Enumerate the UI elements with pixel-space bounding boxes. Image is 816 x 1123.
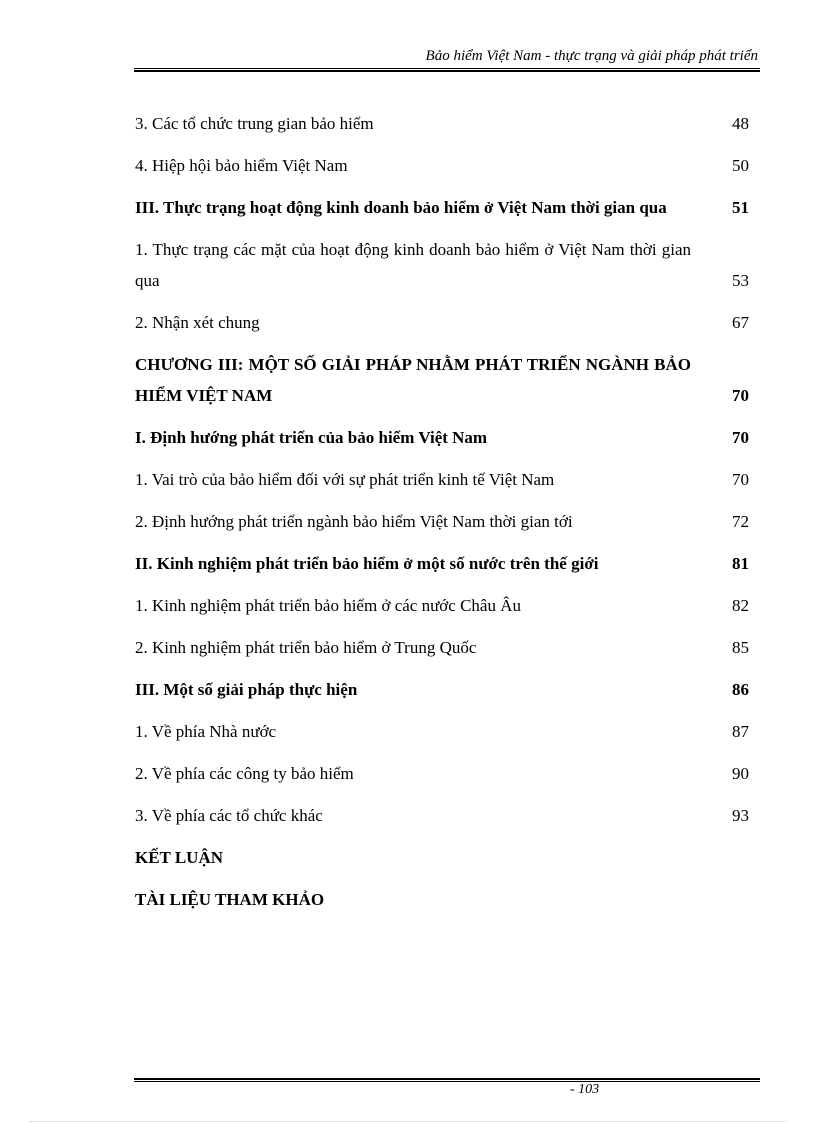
toc-entry xyxy=(135,150,749,181)
running-header: Bảo hiểm Việt Nam - thực trạng và giải pháp phát triển xyxy=(425,48,758,64)
toc-entry-page: 86 xyxy=(732,680,749,699)
toc-entry-title: 2. Nhận xét chung xyxy=(135,313,260,332)
toc-entry-title: 3. Các tổ chức trung gian bảo hiểm xyxy=(135,114,374,133)
toc-entry-title: 2. Định hướng phát triển ngành bảo hiểm Việt Nam thời gian tới xyxy=(135,512,573,531)
toc-entry-title: 1. Về phía Nhà nước xyxy=(135,722,277,741)
toc-entry-page: 93 xyxy=(732,806,749,825)
footer-rule-thin xyxy=(134,1081,760,1082)
header-rule-thick xyxy=(134,70,760,72)
toc-entry xyxy=(135,234,749,296)
toc-entry-page: 48 xyxy=(732,114,749,133)
toc-entry xyxy=(135,758,749,789)
toc-entry xyxy=(135,108,749,139)
toc-chapter-heading xyxy=(135,349,749,411)
toc-entry xyxy=(135,716,749,747)
toc-entry-page: 70 xyxy=(732,470,749,489)
toc-entry-title: III. Thực trạng hoạt động kinh doanh bảo hiểm ở Việt Nam thời gian qua xyxy=(135,198,667,217)
toc-entry-title: I. Định hướng phát triển của bảo hiểm Việt Nam xyxy=(135,428,488,447)
page-number: - 103 xyxy=(570,1082,600,1097)
toc-entry-page: 90 xyxy=(732,764,749,783)
toc-entry xyxy=(135,842,749,873)
toc-entry xyxy=(135,548,749,579)
toc-entry-title: 1. Thực trạng các mặt của hoạt động kinh doanh bảo hiểm ở Việt Nam thời gian qua xyxy=(135,240,691,290)
toc-entry-title: 1. Kinh nghiệm phát triển bảo hiểm ở các nước Châu Âu xyxy=(135,596,521,615)
toc-entry-page: 51 xyxy=(732,198,749,217)
toc-entry-title: 1. Vai trò của bảo hiểm đối với sự phát triển kinh tế Việt Nam xyxy=(135,470,555,489)
toc-entry xyxy=(135,590,749,621)
toc-entry-page: 50 xyxy=(732,156,749,175)
toc-entry-title: CHƯƠNG III: MỘT SỐ GIẢI PHÁP NHẰM PHÁT TRIỂN NGÀNH BẢO HIỂM VIỆT NAM xyxy=(135,355,691,405)
toc-entry-page: 53 xyxy=(732,271,749,290)
page-edge-dots xyxy=(30,1121,786,1122)
toc-entry xyxy=(135,464,749,495)
toc-entry xyxy=(135,422,749,453)
toc-entry-title: TÀI LIỆU THAM KHẢO xyxy=(135,890,325,909)
toc-entry-page: 72 xyxy=(732,512,749,531)
header-rule-thin xyxy=(134,68,760,69)
toc-entry-page: 81 xyxy=(732,554,749,573)
toc-entry-title: 3. Về phía các tổ chức khác xyxy=(135,806,323,825)
toc-entry xyxy=(135,307,749,338)
toc-entry-page: 70 xyxy=(732,386,749,405)
toc-entry-title: 2. Về phía các công ty bảo hiểm xyxy=(135,764,354,783)
toc-entry-page: 70 xyxy=(732,428,749,447)
toc-entry-page: 67 xyxy=(732,313,749,332)
toc-entry-page: 85 xyxy=(732,638,749,657)
toc-entry xyxy=(135,800,749,831)
toc-entry-page: 82 xyxy=(732,596,749,615)
footer-rule-thick xyxy=(134,1078,760,1080)
toc-entry-title: KẾT LUẬN xyxy=(135,848,224,867)
toc-entry xyxy=(135,192,749,223)
toc-entry xyxy=(135,674,749,705)
toc-entry xyxy=(135,632,749,663)
toc-entry xyxy=(135,506,749,537)
toc-entry-title: 2. Kinh nghiệm phát triển bảo hiểm ở Trung Quốc xyxy=(135,638,477,657)
toc-entry xyxy=(135,884,749,915)
toc-entry-title: II. Kinh nghiệm phát triển bảo hiểm ở một số nước trên thế giới xyxy=(135,554,599,573)
toc-entry-page: 87 xyxy=(732,722,749,741)
toc-entry-title: 4. Hiệp hội bảo hiểm Việt Nam xyxy=(135,156,348,175)
table-of-contents xyxy=(135,108,749,926)
toc-entry-title: III. Một số giải pháp thực hiện xyxy=(135,680,358,699)
